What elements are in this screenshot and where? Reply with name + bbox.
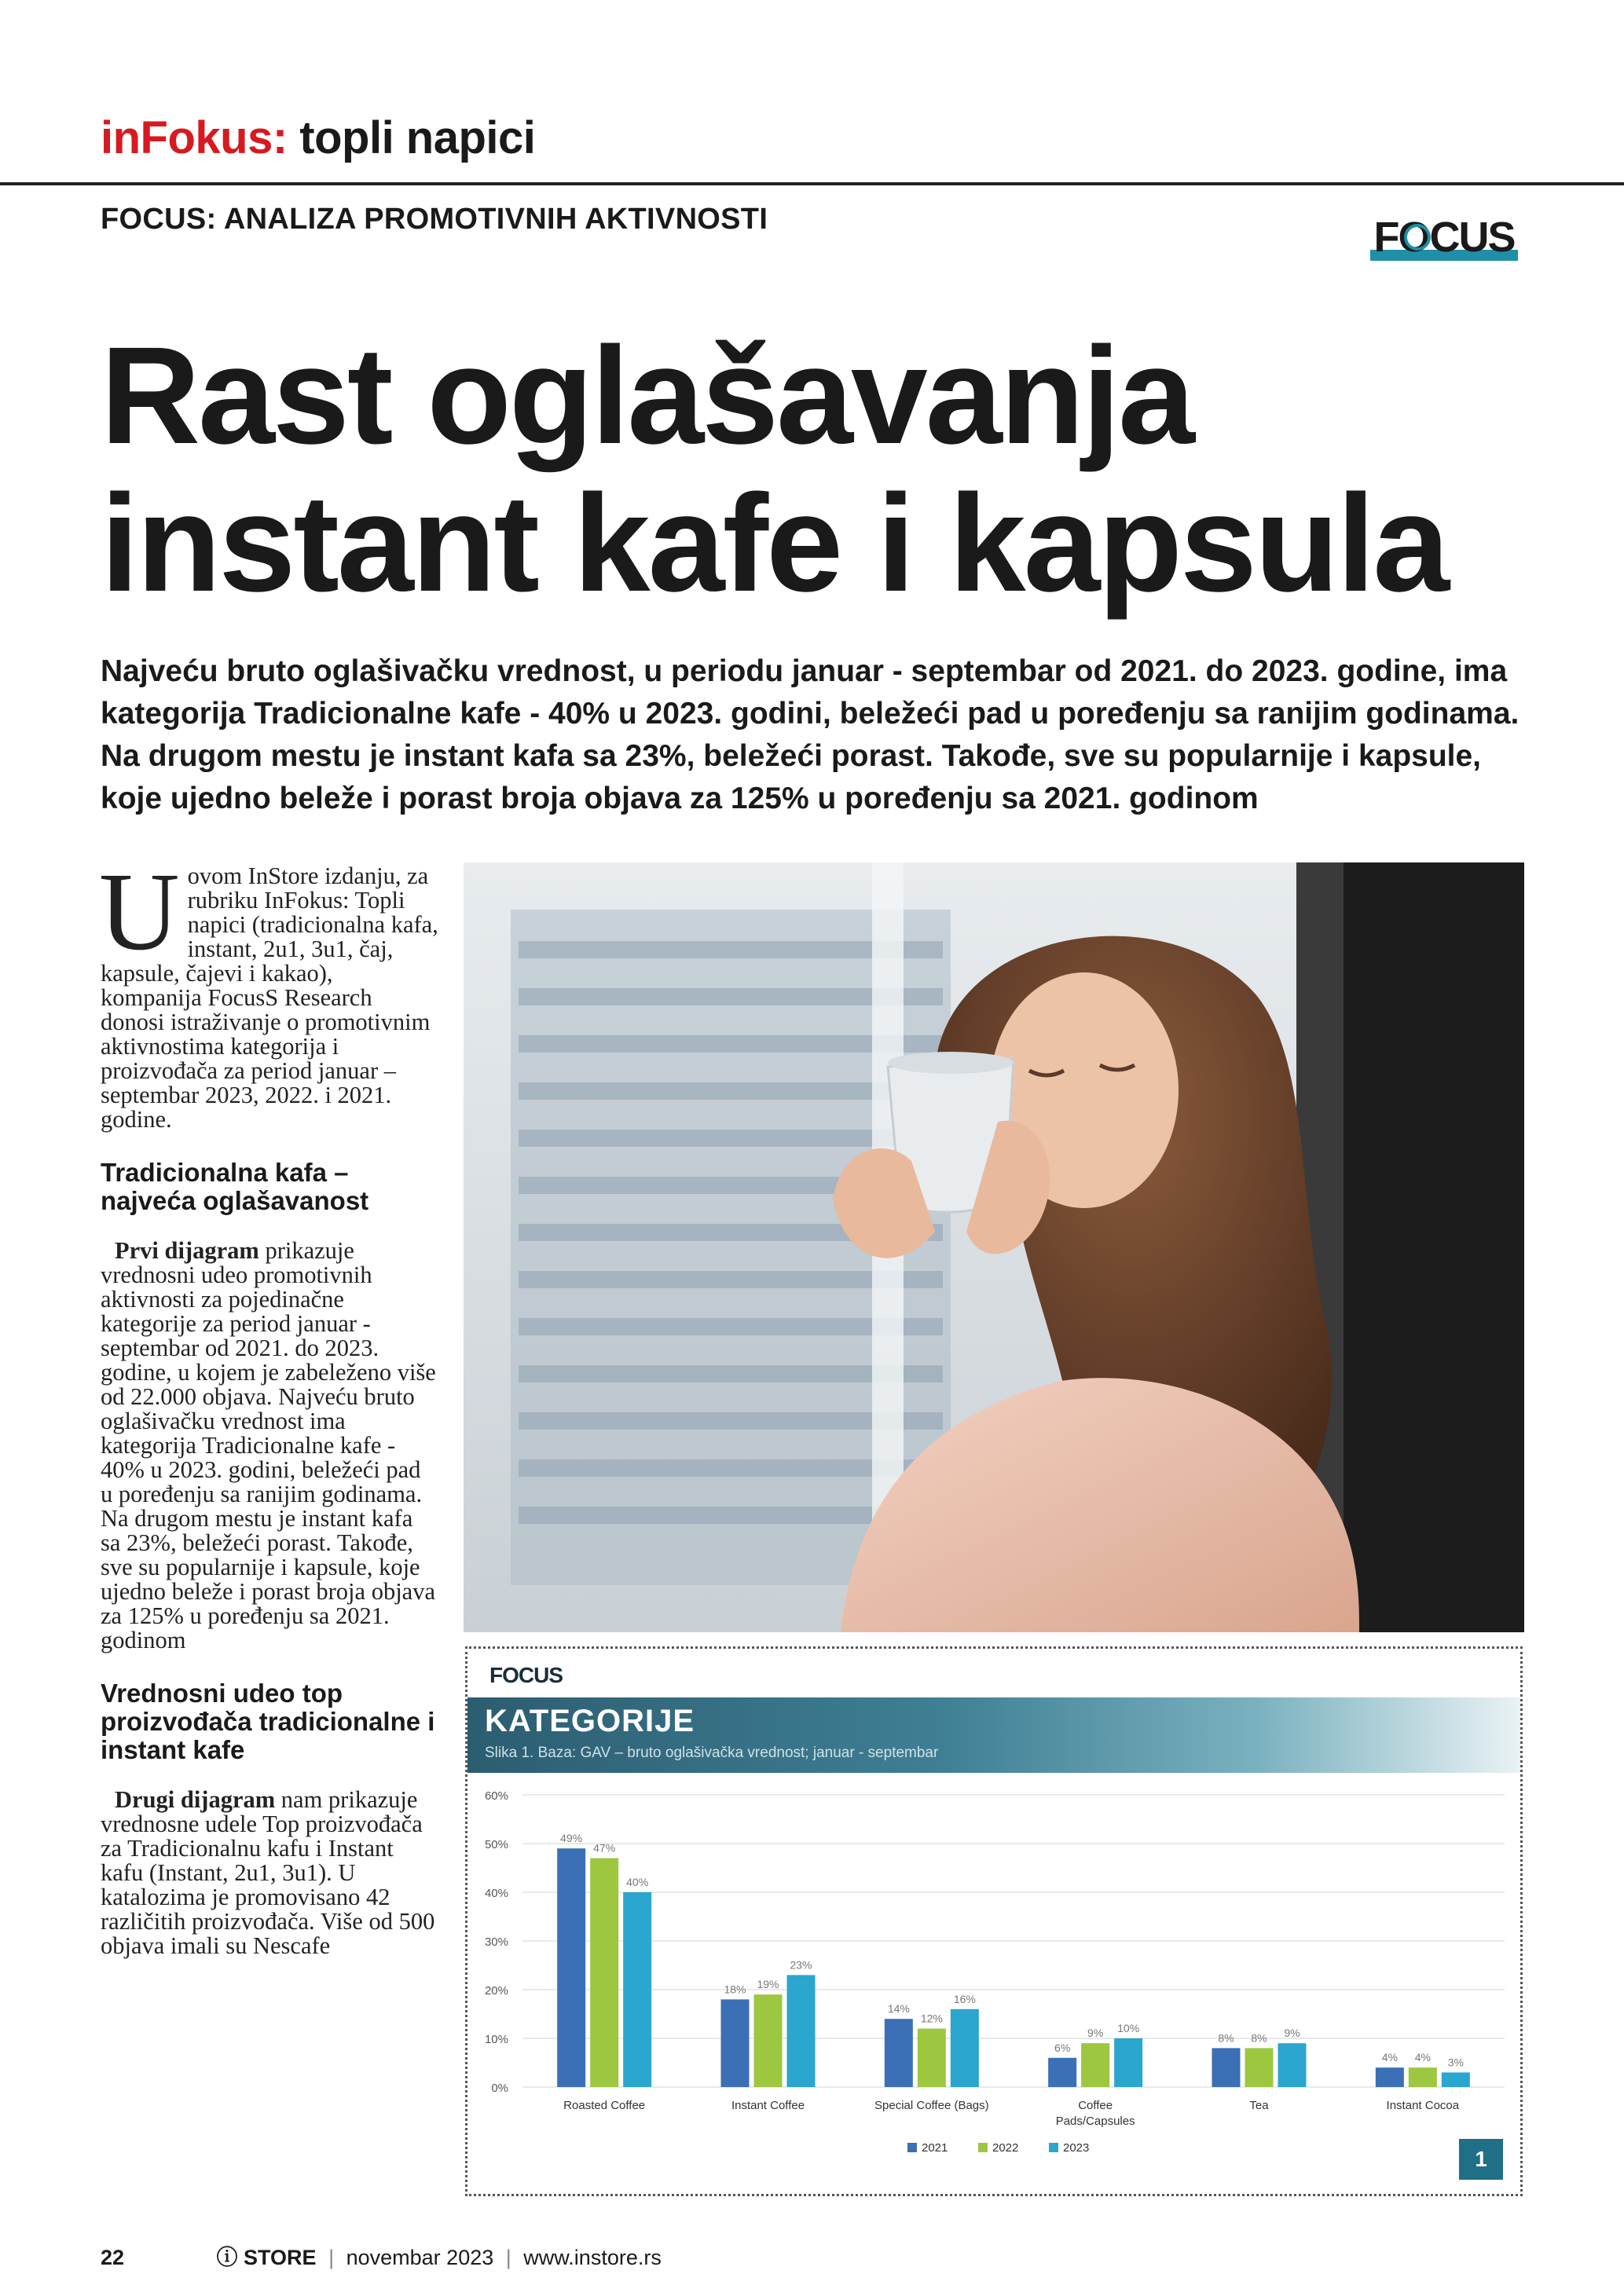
bar-data-label: 23% (790, 1958, 812, 1972)
rubric-red: inFokus: (101, 112, 288, 163)
bar-data-label: 10% (1117, 2022, 1140, 2034)
bar-2021 (721, 1999, 750, 2087)
x-tick-label: Special Coffee (Bags) (874, 2099, 989, 2112)
bar-data-label: 18% (724, 1983, 746, 1996)
y-tick-label: 20% (484, 1984, 508, 1998)
bar-2021 (557, 1848, 585, 2087)
categories-chart-figure (465, 1646, 1523, 2196)
paragraph-text: nam prikazuje vrednosne udele Top proizvođača za Tradicionalnu kafu i Instant kafu (Instant, 2u1, 3u1). U katalozima je promovisano 42 različitih proizvođača. Više od 500 objava imali su Nescafe (101, 1786, 435, 1959)
bar-2023 (951, 2009, 979, 2087)
x-tick-label: Roasted Coffee (563, 2099, 646, 2112)
subhead-traditional-coffee: Tradicionalna kafa – najveća oglašavanost (101, 1158, 369, 1215)
intro-paragraph (99, 849, 438, 1133)
footer-separator: | (505, 2246, 511, 2269)
bar-data-label: 12% (920, 2012, 943, 2025)
bar-data-label: 8% (1251, 2031, 1267, 2045)
focus-logo-graphic (1369, 211, 1520, 270)
legend-label: 2021 (922, 2141, 948, 2155)
brand-icon: ⓘ (216, 2246, 244, 2269)
bar-data-label: 8% (1218, 2031, 1234, 2045)
legend-swatch-2022 (978, 2143, 988, 2152)
paragraph-text: prikazuje vrednosni udeo promotivnih aktivnosti za pojedinačne kategorije za period januar - septembar od 2021. do 2023. godine, u kojem je zabeleženo više od 22.000 objava. Najveću bruto oglašivačku vrednost ima kategorija Tradicionalne kafe - 40% u 2023. godini, beležeći pad u poređenju sa ranijim godinama. Na drugom mestu je instant kafa sa 23%, beležeći porast. Takođe, sve su popularnije i kapsule, koje ujedno beleže i porast broja objava za 125% u poređenju sa 2021. godinom (101, 1237, 436, 1653)
bar-data-label: 4% (1414, 2051, 1431, 2064)
paragraph-lead: Prvi dijagram (115, 1237, 259, 1264)
footer-brand: STORE (244, 2246, 317, 2269)
bar-2022 (590, 1858, 618, 2087)
chart-title: KATEGORIJE (485, 1704, 695, 1738)
bar-data-label: 9% (1284, 2027, 1300, 2040)
bar-data-label: 49% (560, 1832, 583, 1845)
bar-2022 (918, 2029, 946, 2087)
y-tick-label: 30% (484, 1935, 508, 1949)
page-number: 22 (101, 2246, 125, 2269)
y-tick-label: 10% (484, 2033, 508, 2046)
legend-label: 2023 (1063, 2141, 1090, 2155)
bar-data-label: 6% (1054, 2041, 1071, 2054)
footer-issue: novembar 2023 (346, 2246, 494, 2269)
paragraph-first-diagram (101, 1239, 438, 1653)
legend-label: 2022 (992, 2141, 1019, 2155)
figure-number-badge: 1 (1459, 2139, 1503, 2180)
dropcap: U (99, 849, 180, 973)
chart-focus-logo: FOCUS (489, 1663, 563, 1687)
paragraph-lead: Drugi dijagram (115, 1786, 276, 1813)
section-label: FOCUS: ANALIZA PROMOTIVNIH AKTIVNOSTI (101, 203, 768, 236)
bar-2022 (1081, 2043, 1109, 2087)
x-tick-label: Instant Coffee (731, 2099, 805, 2112)
bar-data-label: 9% (1087, 2027, 1104, 2040)
headline-line-2: instant kafe i kapsula (101, 467, 1448, 621)
paragraph-second-diagram (101, 1788, 438, 1958)
photo-illustration (464, 862, 1524, 1632)
bar-chart (467, 1773, 1520, 2181)
y-tick-label: 60% (484, 1789, 508, 1803)
bar-data-label: 47% (593, 1841, 616, 1855)
bar-2023 (1278, 2043, 1307, 2087)
chart-subtitle: Slika 1. Baza: GAV – bruto oglašivačka vrednost; januar - septembar (485, 1745, 939, 1761)
y-tick-label: 0% (491, 2082, 508, 2095)
rubric-title (101, 112, 535, 164)
subhead-producers: Vrednosni udeo top proizvođača tradicionalne i instant kafe (101, 1679, 435, 1764)
x-tick-label: Pads/Capsules (1055, 2115, 1135, 2128)
bar-2021 (1212, 2048, 1241, 2087)
focus-logo (1369, 211, 1520, 270)
body-column (99, 849, 438, 1959)
bar-2023 (1114, 2038, 1142, 2087)
footer-website: www.instore.rs (523, 2246, 662, 2269)
svg-text:FOCUS: FOCUS (1373, 214, 1515, 261)
bar-2023 (1442, 2072, 1470, 2087)
x-tick-label: Tea (1249, 2099, 1269, 2112)
legend-swatch-2023 (1049, 2143, 1058, 2152)
bar-2022 (754, 1994, 783, 2087)
rubric-topic: topli napici (299, 112, 536, 163)
bar-2021 (1376, 2067, 1404, 2087)
headline (101, 319, 1562, 621)
header-rule (0, 182, 1624, 185)
y-tick-label: 40% (484, 1887, 508, 1900)
bar-2022 (1409, 2067, 1437, 2087)
bar-data-label: 16% (953, 1992, 976, 2005)
x-tick-label: Instant Cocoa (1386, 2099, 1460, 2112)
bar-data-label: 14% (887, 2002, 910, 2016)
y-tick-label: 50% (484, 1838, 508, 1851)
chart-title-band (467, 1697, 1520, 1773)
legend-swatch-2021 (907, 2143, 917, 2152)
bar-2022 (1245, 2048, 1274, 2087)
page-footer (101, 2240, 662, 2271)
bar-2023 (787, 1975, 816, 2087)
x-tick-label: Coffee (1078, 2099, 1113, 2112)
headline-line-1: Rast oglašavanja (101, 319, 1193, 473)
bar-data-label: 3% (1447, 2056, 1464, 2069)
bar-2021 (885, 2019, 913, 2087)
bar-data-label: 40% (626, 1876, 649, 1888)
bar-data-label: 4% (1381, 2051, 1398, 2064)
lede: Najveću bruto oglašivačku vrednost, u periodu januar - septembar od 2021. do 2023. godine, ima kategorija Tradicionalne kafe - 40% u 2023. godini, beležeći pad u poređenju sa ranijim godinama. Na drugom mestu je instant kafa sa 23%, beležeći porast. Takođe, sve su popularnije i kapsule, koje ujedno beleže i porast broja objava za 125% u poređenju sa 2021. godinom (101, 654, 1520, 815)
bar-data-label: 19% (757, 1978, 779, 1991)
footer-separator: | (328, 2246, 335, 2269)
intro-text: ovom InStore izdanju, za rubriku InFokus: Topli napici (tradicionalna kafa, instant, 2u1, 3u1, čaj, kapsule, čajevi i kakao), kompanija FocusS Research donosi istraživanje o promotivnim aktivnostima kategorija i proizvođača za period januar – septembar 2023, 2022. i 2021. godine. (101, 862, 438, 1133)
bar-2021 (1048, 2058, 1076, 2087)
woman-drinking-coffee-photo (464, 862, 1524, 1632)
bar-2023 (623, 1892, 651, 2087)
